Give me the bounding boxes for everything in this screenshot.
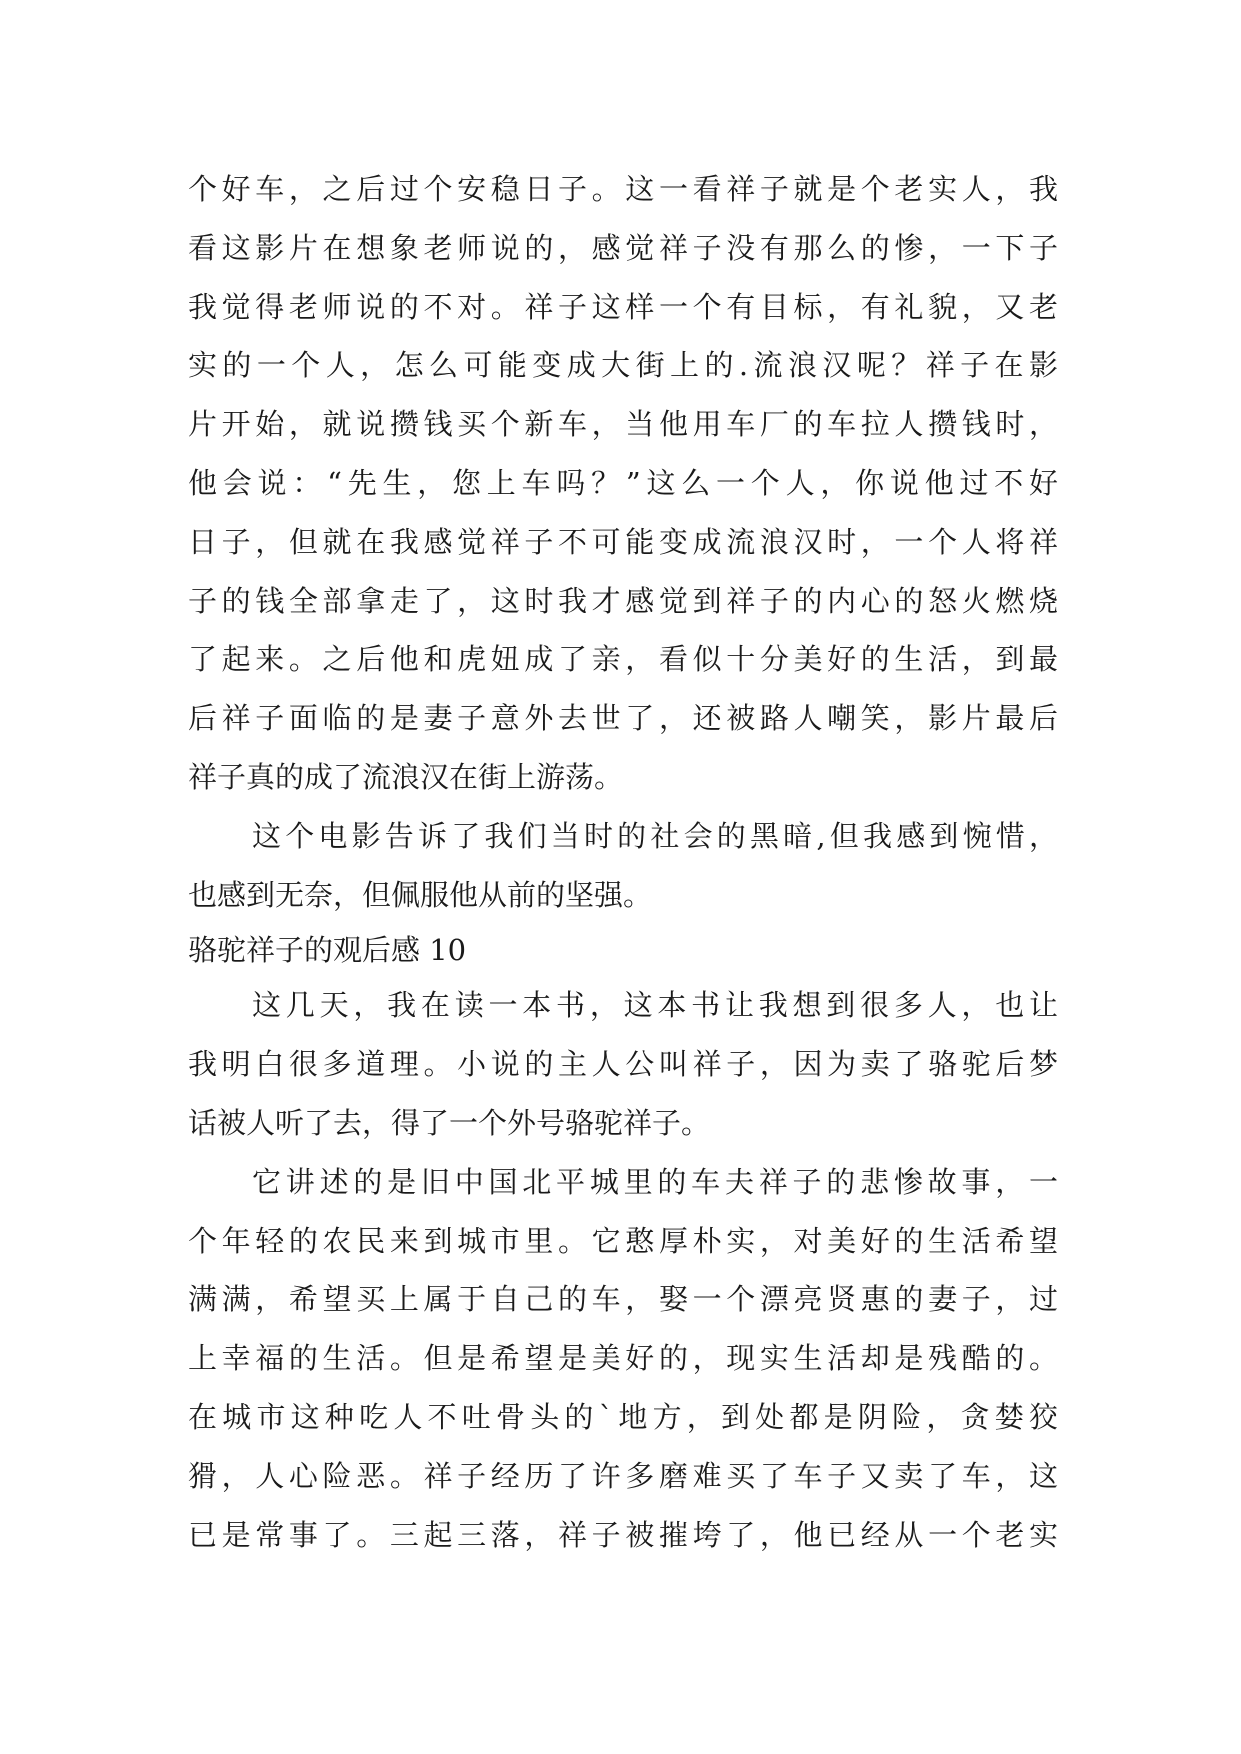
section-heading: 骆驼祥子的观后感 10 xyxy=(188,933,467,968)
text-line: 子的钱全部拿走了，这时我才感觉到祥子的内心的怒火燃烧 xyxy=(188,583,1058,618)
text-line: 也感到无奈，但佩服他从前的坚强。 xyxy=(188,877,653,912)
text-line: 后祥子面临的是妻子意外去世了，还被路人嘲笑，影片最后 xyxy=(188,701,1058,736)
paragraph-2 xyxy=(188,807,1058,925)
text-line: 他会说：“先生，您上车吗？”这么一个人，你说他过不好 xyxy=(188,465,1058,500)
paragraph-3 xyxy=(188,976,1058,1152)
text-line: 它讲述的是旧中国北平城里的车夫祥子的悲惨故事，一 xyxy=(252,1164,1058,1199)
text-line: 实的一个人，怎么可能变成大街上的.流浪汉呢？祥子在影 xyxy=(188,348,1058,383)
text-line: 看这影片在想象老师说的，感觉祥子没有那么的惨，一下子 xyxy=(188,230,1058,265)
text-line: 猾，人心险恶。祥子经历了许多磨难买了车子又卖了车，这 xyxy=(188,1458,1058,1493)
text-line: 这个电影告诉了我们当时的社会的黑暗,但我感到惋惜， xyxy=(252,818,1058,853)
text-line: 上幸福的生活。但是希望是美好的，现实生活却是残酷的。 xyxy=(188,1341,1058,1376)
paragraph-4 xyxy=(188,1153,1058,1565)
text-line: 片开始，就说攒钱买个新车，当他用车厂的车拉人攒钱时， xyxy=(188,407,1058,442)
text-line: 个年轻的农民来到城市里。它憨厚朴实，对美好的生活希望 xyxy=(188,1223,1058,1258)
paragraph-1 xyxy=(188,160,1058,807)
document-body xyxy=(188,160,1058,1564)
text-line: 这几天，我在读一本书，这本书让我想到很多人，也让 xyxy=(252,988,1058,1023)
text-line: 满满，希望买上属于自己的车，娶一个漂亮贤惠的妻子，过 xyxy=(188,1282,1058,1317)
text-line: 在城市这种吃人不吐骨头的`地方，到处都是阴险，贪婪狡 xyxy=(188,1399,1058,1434)
text-line: 已是常事了。三起三落，祥子被摧垮了，他已经从一个老实 xyxy=(188,1517,1058,1552)
text-line: 话被人听了去，得了一个外号骆驼祥子。 xyxy=(188,1105,711,1140)
text-line: 个好车，之后过个安稳日子。这一看祥子就是个老实人，我 xyxy=(188,172,1058,206)
text-line: 了起来。之后他和虎妞成了亲，看似十分美好的生活，到最 xyxy=(188,642,1058,677)
text-line: 日子，但就在我感觉祥子不可能变成流浪汉时，一个人将祥 xyxy=(188,524,1058,559)
text-line: 我觉得老师说的不对。祥子这样一个有目标，有礼貌，又老 xyxy=(188,289,1058,324)
text-line: 我明白很多道理。小说的主人公叫祥子，因为卖了骆驼后梦 xyxy=(188,1047,1058,1082)
text-line: 祥子真的成了流浪汉在街上游荡。 xyxy=(188,759,624,794)
